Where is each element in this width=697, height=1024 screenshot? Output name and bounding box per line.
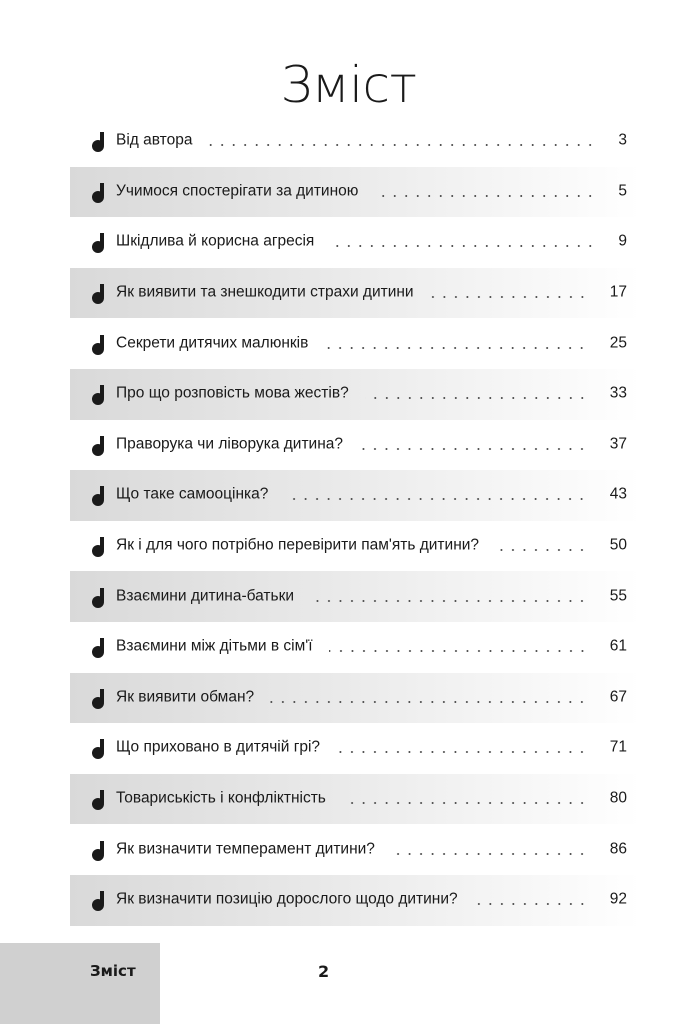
- toc-entry-page: 67: [609, 688, 627, 706]
- note-bullet-icon: [92, 486, 104, 508]
- table-of-contents: [70, 116, 640, 926]
- toc-entry-title: Взаємини дитина-батьки: [116, 587, 295, 605]
- note-bullet-icon: [92, 841, 104, 863]
- toc-entry[interactable]: [70, 824, 640, 875]
- dot-leader: [324, 347, 587, 349]
- toc-entry-page: 25: [609, 334, 627, 352]
- note-bullet-icon: [92, 385, 104, 407]
- toc-entry[interactable]: [70, 318, 640, 369]
- toc-entry-page: 61: [609, 637, 627, 655]
- toc-entry[interactable]: [70, 116, 640, 167]
- toc-entry[interactable]: [70, 673, 640, 724]
- dot-leader: [374, 195, 596, 197]
- dot-leader: [270, 701, 588, 703]
- note-bullet-icon: [92, 689, 104, 711]
- toc-entry-page: 80: [609, 789, 627, 807]
- toc-entry-title: Як виявити обман?: [116, 688, 255, 706]
- toc-entry[interactable]: [70, 774, 640, 825]
- toc-entry[interactable]: [70, 217, 640, 268]
- dot-leader: [430, 296, 588, 298]
- dot-leader: [284, 498, 587, 500]
- toc-entry-title: Як визначити позицію дорослого щодо дитини?: [116, 890, 458, 908]
- footer-section-tab: [0, 943, 160, 1024]
- toc-entry-page: 5: [618, 182, 627, 200]
- toc-entry-page: 33: [609, 384, 627, 402]
- toc-entry[interactable]: [70, 167, 640, 218]
- toc-entry[interactable]: [70, 369, 640, 420]
- toc-entry[interactable]: [70, 470, 640, 521]
- toc-entry[interactable]: [70, 420, 640, 471]
- dot-leader: [495, 549, 588, 551]
- toc-entry-title: Праворука чи ліворука дитина?: [116, 435, 344, 453]
- toc-entry-title: Про що розповість мова жестів?: [116, 384, 349, 402]
- toc-entry-title: Товариськість і конфліктність: [116, 789, 326, 807]
- dot-leader: [329, 650, 588, 652]
- toc-entry[interactable]: [70, 521, 640, 572]
- dot-leader: [330, 245, 596, 247]
- toc-entry-page: 86: [609, 840, 627, 858]
- page-number: 2: [318, 962, 330, 981]
- dot-leader: [342, 802, 588, 804]
- dot-leader: [336, 751, 588, 753]
- toc-entry[interactable]: [70, 622, 640, 673]
- toc-entry[interactable]: [70, 875, 640, 926]
- note-bullet-icon: [92, 790, 104, 812]
- toc-entry-page: 43: [609, 486, 627, 504]
- toc-entry-page: 71: [609, 739, 627, 757]
- toc-entry-page: 3: [618, 131, 627, 149]
- footer-section-label: Зміст: [90, 962, 136, 980]
- note-bullet-icon: [92, 638, 104, 660]
- dot-leader: [310, 600, 588, 602]
- toc-entry[interactable]: [70, 268, 640, 319]
- toc-entry-page: 92: [609, 890, 627, 908]
- dot-leader: [365, 397, 588, 399]
- dot-leader: [359, 448, 588, 450]
- toc-entry-page: 50: [609, 536, 627, 554]
- toc-entry-page: 17: [609, 283, 627, 301]
- note-bullet-icon: [92, 436, 104, 458]
- toc-entry[interactable]: [70, 723, 640, 774]
- page-title: Зміст: [280, 56, 417, 114]
- toc-entry-title: Як визначити темперамент дитини?: [116, 840, 375, 858]
- toc-entry-page: 9: [618, 233, 627, 251]
- note-bullet-icon: [92, 132, 104, 154]
- note-bullet-icon: [92, 588, 104, 610]
- note-bullet-icon: [92, 891, 104, 913]
- note-bullet-icon: [92, 739, 104, 761]
- toc-entry-title: Шкідлива й корисна агресія: [116, 233, 315, 251]
- toc-entry-title: Як і для чого потрібно перевірити пам'ять дитини?: [116, 536, 480, 554]
- toc-entry-title: Що приховано в дитячій грі?: [116, 739, 321, 757]
- toc-entry-title: Взаємини між дітьми в сім'ї: [116, 637, 313, 655]
- dot-leader: [208, 144, 596, 146]
- note-bullet-icon: [92, 284, 104, 306]
- dot-leader: [474, 903, 588, 905]
- dot-leader: [391, 853, 588, 855]
- toc-entry-title: Що таке самооцінка?: [116, 486, 269, 504]
- toc-entry[interactable]: [70, 571, 640, 622]
- note-bullet-icon: [92, 183, 104, 205]
- note-bullet-icon: [92, 335, 104, 357]
- toc-entry-page: 55: [609, 587, 627, 605]
- note-bullet-icon: [92, 233, 104, 255]
- toc-entry-title: Учимося спостерігати за дитиною: [116, 182, 359, 200]
- toc-entry-title: Секрети дитячих малюнків: [116, 334, 309, 352]
- toc-entry-page: 37: [609, 435, 627, 453]
- toc-entry-title: Від автора: [116, 131, 193, 149]
- note-bullet-icon: [92, 537, 104, 559]
- toc-entry-title: Як виявити та знешкодити страхи дитини: [116, 283, 414, 301]
